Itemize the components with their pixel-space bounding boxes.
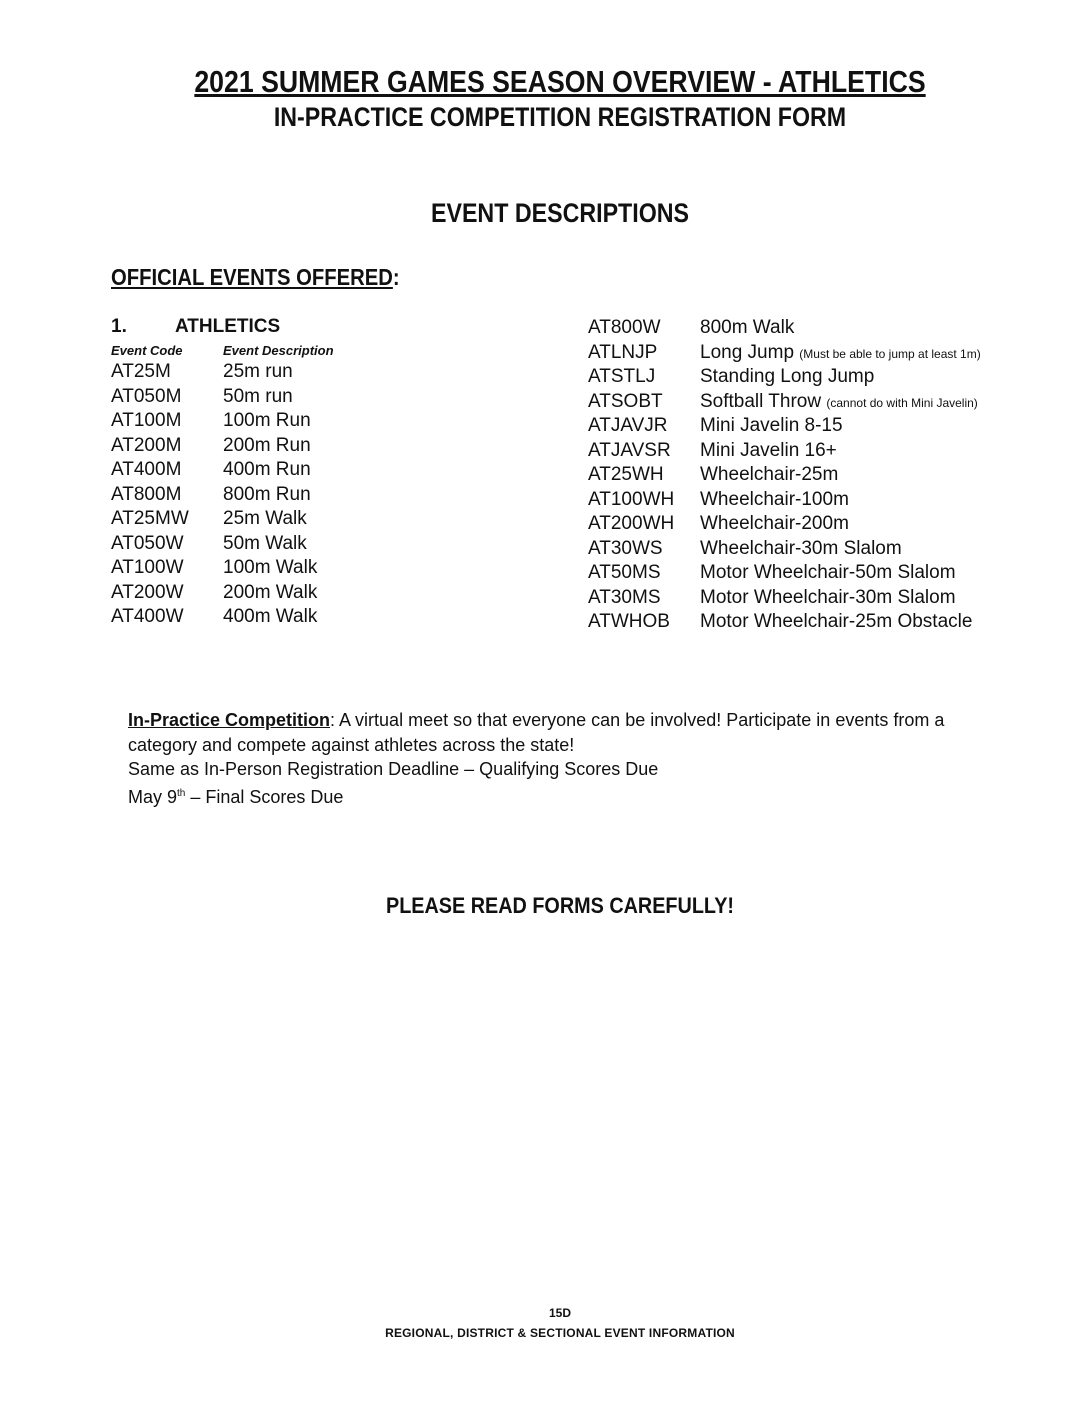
- event-description-text: 25m Walk: [223, 508, 307, 529]
- event-description: [223, 409, 311, 434]
- event-description: [700, 512, 849, 537]
- event-code: AT25MW: [111, 508, 189, 529]
- event-description-text: Wheelchair-200m: [700, 513, 849, 534]
- event-description: [700, 365, 874, 390]
- official-events-suffix: :: [392, 264, 400, 290]
- footer-text: REGIONAL, DISTRICT & SECTIONAL EVENT INFORMATION: [385, 1326, 735, 1340]
- event-code: AT050W: [111, 532, 184, 554]
- event-description-text: 100m Run: [223, 410, 311, 431]
- event-code: AT800M: [111, 483, 182, 505]
- athletics-number: 1.: [111, 316, 127, 337]
- event-code: AT200M: [111, 434, 182, 456]
- event-code: AT25M: [111, 361, 171, 382]
- in-practice-paragraph: [128, 708, 988, 809]
- event-code: AT30WS: [588, 537, 663, 559]
- event-description-text: Mini Javelin 8-15: [700, 415, 843, 436]
- event-code: ATJAVSR: [588, 439, 671, 461]
- event-code: AT100WH: [588, 488, 675, 510]
- event-description: [700, 316, 794, 341]
- event-description: [700, 463, 838, 488]
- in-practice-line-1: [128, 708, 988, 733]
- event-code: AT800W: [588, 317, 661, 338]
- event-code: AT50MS: [588, 562, 661, 583]
- event-code: ATLNJP: [588, 341, 658, 363]
- event-code: AT25WH: [588, 464, 664, 485]
- event-description-text: 100m Walk: [223, 557, 318, 578]
- event-description-text: 200m Walk: [223, 581, 318, 603]
- event-code: AT100M: [111, 410, 182, 431]
- event-description: [223, 385, 293, 410]
- event-description: [700, 341, 981, 367]
- event-code: ATSOBT: [588, 390, 663, 412]
- page-number: 15D: [548, 1306, 571, 1320]
- event-description: [700, 586, 956, 611]
- event-description-text: Wheelchair-30m Slalom: [700, 537, 902, 559]
- event-description-text: Motor Wheelchair-30m Slalom: [700, 586, 956, 608]
- event-description: [223, 532, 307, 557]
- event-description: [223, 507, 307, 532]
- event-description-text: Mini Javelin 16+: [700, 439, 837, 461]
- event-description-text: Motor Wheelchair-25m Obstacle: [700, 611, 973, 632]
- in-practice-line-2: category and compete against athletes across the state!: [128, 734, 575, 755]
- event-code: ATWHOB: [588, 611, 670, 632]
- event-note: (cannot do with Mini Javelin): [826, 395, 978, 410]
- in-practice-line-4: [128, 782, 988, 810]
- official-events-heading: [111, 264, 400, 291]
- in-practice-text: : A virtual meet so that everyone can be involved! Participate in events from a: [330, 710, 945, 730]
- event-code: AT400W: [111, 606, 184, 627]
- official-events-label: OFFICIAL EVENTS OFFERED: [111, 264, 393, 290]
- event-description-text: Wheelchair-25m: [700, 464, 839, 485]
- page-title: 2021 SUMMER GAMES SEASON OVERVIEW - ATHLETICS: [194, 64, 926, 99]
- event-description: [700, 439, 837, 464]
- event-description: [223, 483, 311, 508]
- event-code: ATJAVJR: [588, 415, 668, 436]
- event-description-text: Wheelchair-100m: [700, 488, 849, 510]
- event-description: [223, 434, 311, 459]
- event-description-text: Softball Throw: [700, 390, 822, 412]
- event-description-text: Long Jump: [700, 341, 795, 363]
- event-description: [223, 556, 317, 581]
- event-code: ATSTLJ: [588, 366, 656, 387]
- final-date: May 9: [128, 786, 178, 807]
- event-description-text: 50m run: [223, 385, 293, 407]
- event-description-text: 400m Run: [223, 459, 311, 480]
- event-code-label: Event Code: [111, 343, 183, 358]
- event-code: AT100W: [111, 557, 184, 578]
- event-description-text: 800m Walk: [700, 317, 795, 338]
- read-forms-notice: PLEASE READ FORMS CAREFULLY!: [386, 893, 734, 918]
- event-description-text: Motor Wheelchair-50m Slalom: [700, 562, 956, 583]
- event-description: [700, 610, 972, 635]
- in-practice-label: In-Practice Competition: [128, 710, 331, 730]
- final-scores-text: – Final Scores Due: [185, 786, 344, 807]
- event-description: [700, 414, 843, 439]
- event-code: AT30MS: [588, 586, 661, 608]
- event-description-text: 200m Run: [223, 434, 311, 456]
- event-description: [700, 537, 902, 562]
- athletics-heading: [111, 316, 280, 338]
- event-code: AT400M: [111, 459, 182, 480]
- event-description: [223, 360, 293, 385]
- section-title: EVENT DESCRIPTIONS: [430, 198, 690, 228]
- event-description: [700, 390, 978, 416]
- event-description-label: Event Description: [223, 343, 334, 358]
- event-description-text: 400m Walk: [223, 606, 318, 627]
- event-description-text: 50m Walk: [223, 532, 307, 554]
- athletics-name: ATHLETICS: [175, 316, 281, 337]
- event-description: [223, 581, 317, 606]
- event-description: [223, 458, 311, 483]
- in-practice-line-3: Same as In-Person Registration Deadline – Qualifying Scores Due: [128, 759, 659, 779]
- event-description: [223, 605, 317, 630]
- event-description: [700, 488, 849, 513]
- page-subtitle: IN-PRACTICE COMPETITION REGISTRATION FORM: [273, 102, 847, 132]
- event-description-text: Standing Long Jump: [700, 366, 875, 387]
- final-date-suffix: th: [177, 787, 186, 799]
- event-code: AT050M: [111, 385, 182, 407]
- event-note: (Must be able to jump at least 1m): [799, 346, 981, 361]
- event-code: AT200W: [111, 581, 184, 603]
- event-description-text: 25m run: [223, 361, 293, 382]
- event-description: [700, 561, 956, 586]
- event-description-text: 800m Run: [223, 483, 311, 505]
- event-code: AT200WH: [588, 513, 675, 534]
